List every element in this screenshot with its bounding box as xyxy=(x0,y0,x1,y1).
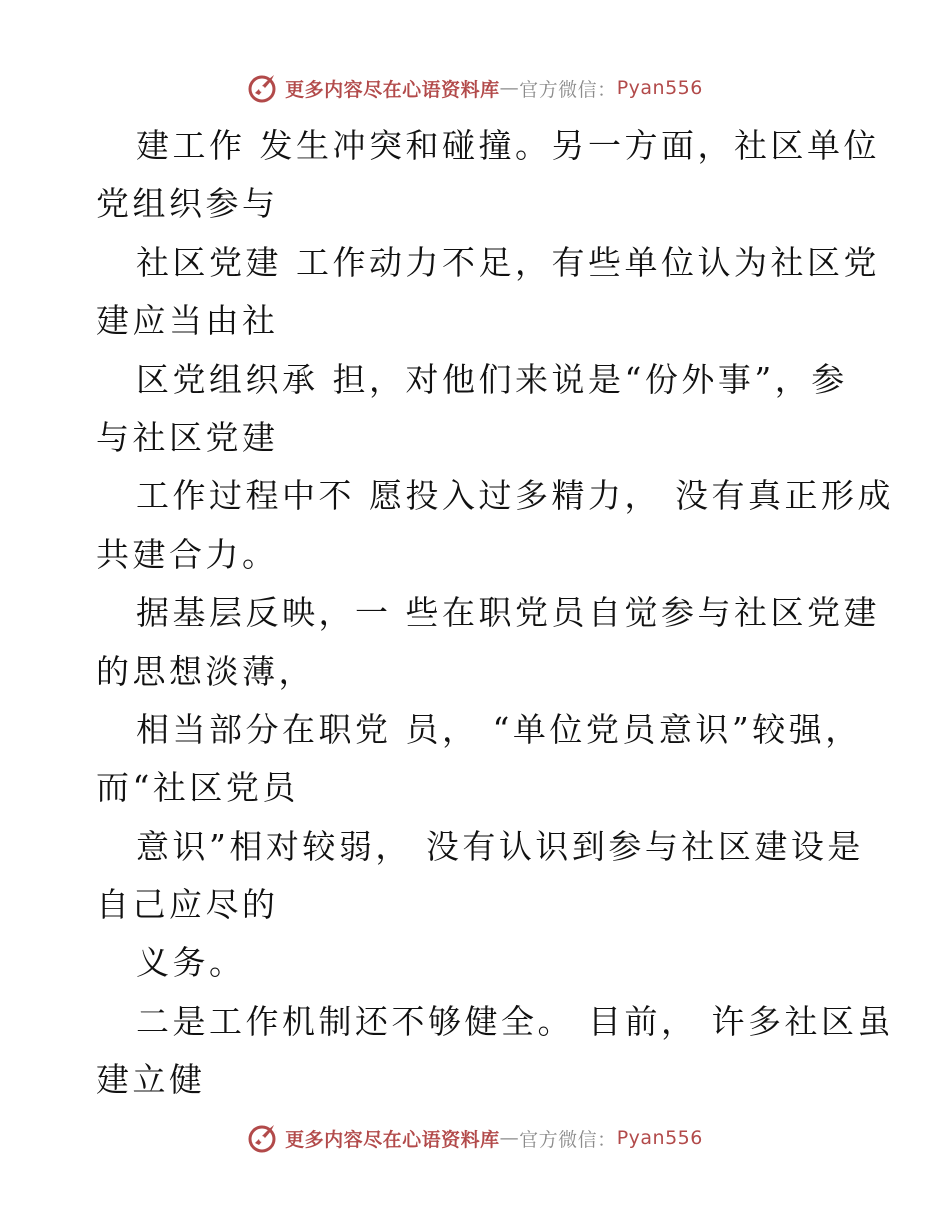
text-line: 社区党建 工作动力不足，有些单位认为社区党 xyxy=(136,242,880,282)
text-line: 义务。 xyxy=(136,943,246,983)
text-line: 党组织参与 xyxy=(96,184,279,224)
footer-watermark xyxy=(0,1118,950,1158)
text-line: 区党组织承 担，对他们来说是“份外事”，参 xyxy=(136,359,848,399)
text-line: 而“社区党员 xyxy=(96,768,299,808)
watermark-contact-label: 官方微信： xyxy=(519,78,617,101)
text-line: 工作过程中不 愿投入过多精力， 没有真正形成 xyxy=(136,476,894,516)
watermark-title: 更多内容尽在心语资料库 xyxy=(285,78,500,101)
watermark-contact-id: Pyan556 xyxy=(616,1127,703,1149)
pen-logo-icon xyxy=(247,1121,281,1155)
document-body xyxy=(96,117,894,1110)
pen-logo-icon xyxy=(247,71,281,105)
text-line: 意识”相对较弱， 没有认识到参与社区建设是 xyxy=(136,826,864,866)
text-line: 共建合力。 xyxy=(96,534,279,574)
watermark-contact-label: 官方微信： xyxy=(519,1128,617,1151)
watermark-separator: — xyxy=(499,1127,520,1149)
text-line: 自己应尽的 xyxy=(96,885,279,925)
watermark-separator: — xyxy=(499,77,520,99)
text-line: 建工作 发生冲突和碰撞。另一方面，社区单位 xyxy=(136,126,880,165)
text-line: 相当部分在职党 员， “单位党员意识”较强， xyxy=(136,709,862,749)
text-line: 与社区党建 xyxy=(96,417,279,457)
header-watermark xyxy=(0,68,950,108)
text-line: 据基层反映，一 些在职党员自觉参与社区党建 xyxy=(136,593,880,633)
text-line: 建立健 xyxy=(96,1060,206,1100)
watermark-title: 更多内容尽在心语资料库 xyxy=(285,1128,500,1151)
watermark-contact-id: Pyan556 xyxy=(616,77,703,99)
text-line: 建应当由社 xyxy=(96,301,279,341)
text-line: 二是工作机制还不够健全。 目前， 许多社区虽 xyxy=(136,1001,894,1041)
text-line: 的思想淡薄， xyxy=(96,651,315,691)
